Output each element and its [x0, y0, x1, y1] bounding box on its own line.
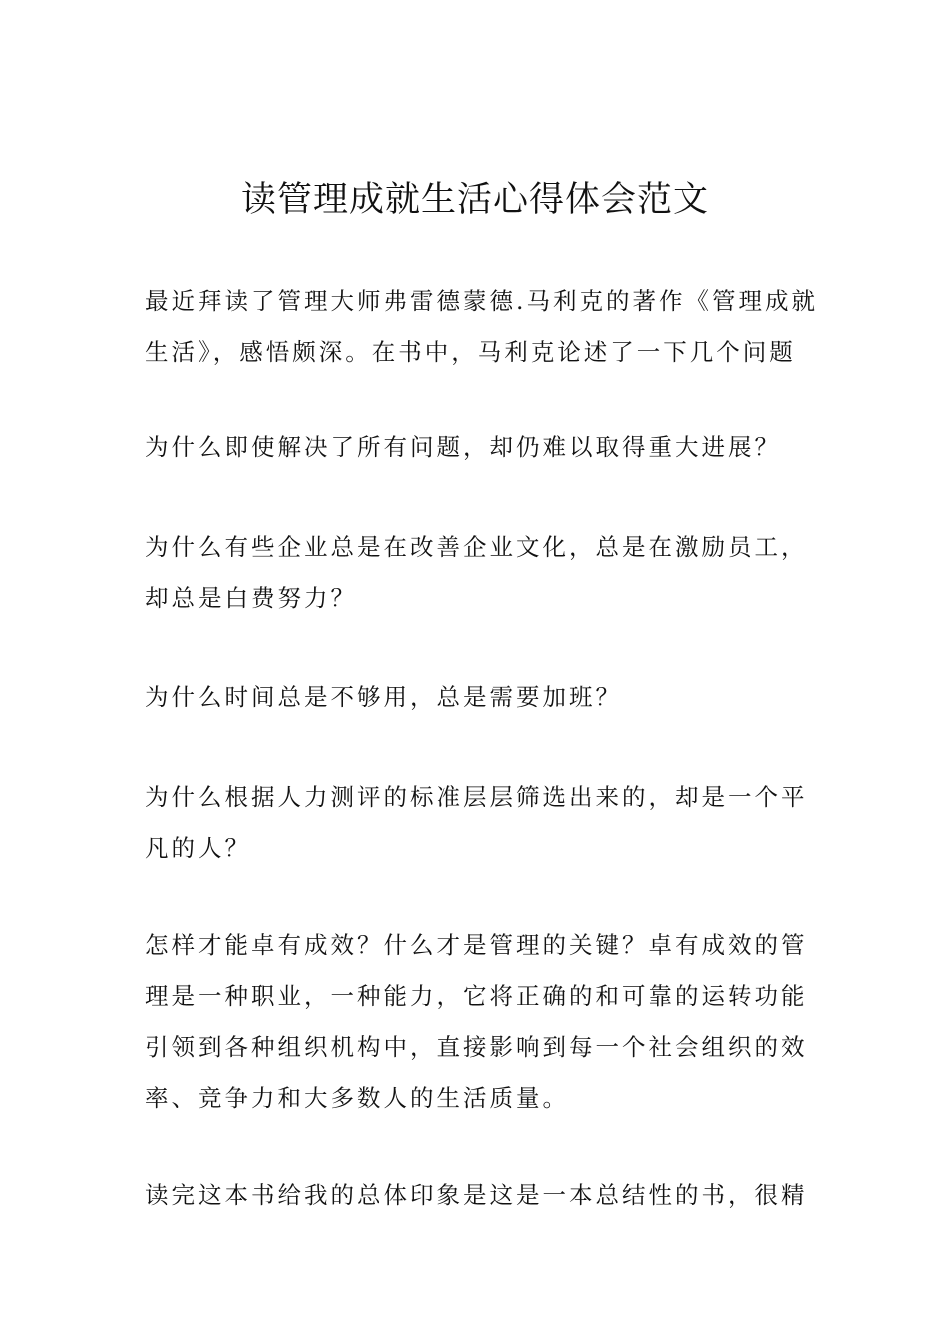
document-title: 读管理成就生活心得体会范文 — [240, 180, 709, 220]
paragraph-line: 读完这本书给我的总体印象是这是一本总结性的书，很精 — [145, 1181, 808, 1209]
paragraph-line: 率、竞争力和大多数人的生活质量。 — [145, 1084, 569, 1112]
paragraph-line: 怎样才能卓有成效？什么才是管理的关键？卓有成效的管 — [145, 931, 808, 959]
paragraph-line: 为什么根据人力测评的标准层层筛选出来的，却是一个平 — [145, 783, 808, 811]
paragraph-line: 生活》，感悟颇深。在书中，马利克论述了一下几个问题 — [145, 338, 796, 366]
paragraph-line: 凡的人？ — [145, 834, 251, 862]
paragraph-question-2 — [145, 522, 810, 624]
paragraph-line: 为什么有些企业总是在改善企业文化，总是在激励员工， — [145, 533, 808, 561]
paragraph-line: 最近拜读了管理大师弗雷德蒙德.马利克的著作《管理成就 — [145, 287, 818, 315]
paragraph-line: 却总是白费努力？ — [145, 584, 357, 612]
paragraph-question-1 — [145, 422, 810, 473]
paragraph-intro — [145, 276, 818, 378]
paragraph-line: 为什么时间总是不够用，总是需要加班？ — [145, 683, 622, 711]
paragraph-line: 为什么即使解决了所有问题，却仍难以取得重大进展？ — [145, 433, 781, 461]
paragraph-question-3 — [145, 672, 810, 723]
paragraph-line: 引领到各种组织机构中，直接影响到每一个社会组织的效 — [145, 1033, 808, 1061]
paragraph-line: 理是一种职业，一种能力，它将正确的和可靠的运转功能 — [145, 982, 808, 1010]
paragraph-question-4 — [145, 772, 810, 874]
paragraph-impression — [145, 1170, 810, 1221]
paragraph-effective-management — [145, 920, 810, 1124]
